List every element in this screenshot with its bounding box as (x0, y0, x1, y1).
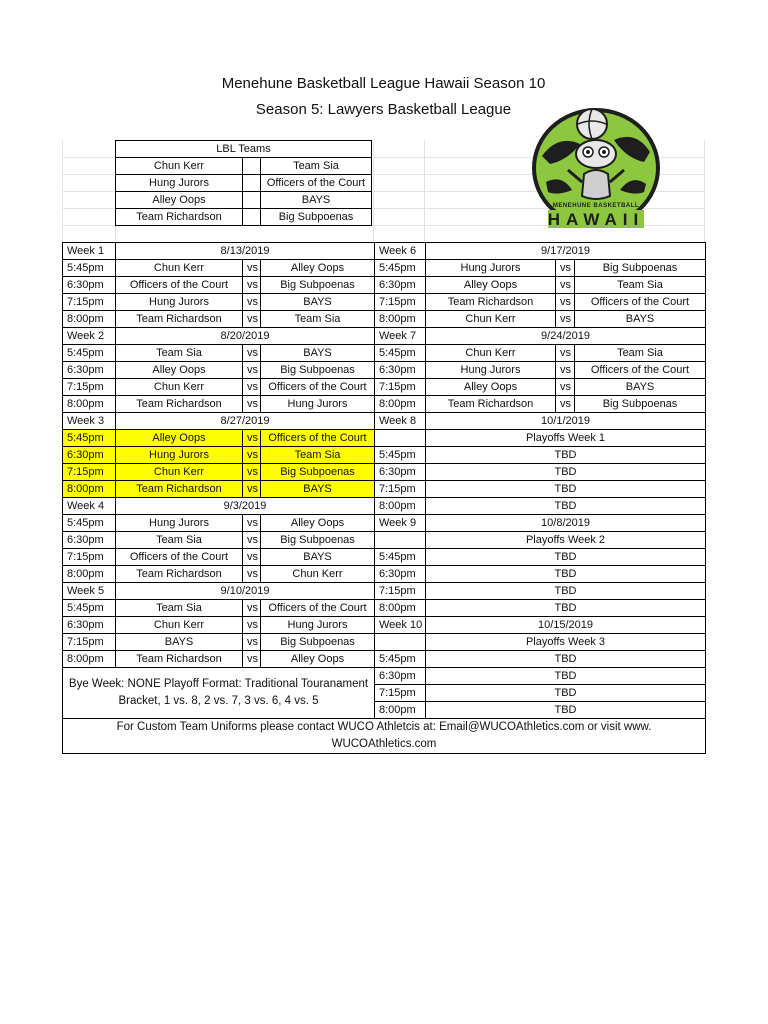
away-team: Hung Jurors (261, 396, 375, 413)
home-team: Alley Oops (426, 379, 556, 396)
away-team: Officers of the Court (575, 294, 706, 311)
away-team: BAYS (575, 379, 706, 396)
game-time: 6:30pm (63, 447, 116, 464)
game-time: 7:15pm (63, 549, 116, 566)
week-date: 10/1/2019 (426, 413, 706, 430)
tbd-result: TBD (426, 464, 706, 481)
schedule-row (63, 413, 706, 430)
schedule-row (63, 396, 706, 413)
vs-label: vs (243, 566, 261, 583)
tbd-result: TBD (426, 481, 706, 498)
vs-label: vs (556, 260, 575, 277)
bye-week-note: Bye Week: NONE Playoff Format: Traditional Touranament Bracket, 1 vs. 8, 2 vs. 7, 3 vs. 6, 4 vs. 5 (63, 668, 375, 719)
schedule-row (63, 379, 706, 396)
vs-label: vs (556, 362, 575, 379)
away-team: BAYS (261, 481, 375, 498)
playoffs-label: Playoffs Week 2 (426, 532, 706, 549)
vs-label: vs (243, 515, 261, 532)
home-team: Alley Oops (116, 430, 243, 447)
game-time: 5:45pm (63, 600, 116, 617)
vs-label: vs (556, 379, 575, 396)
away-team: Big Subpoenas (261, 277, 375, 294)
game-time: 5:45pm (375, 549, 426, 566)
schedule-row (63, 532, 706, 549)
playoffs-label: Playoffs Week 1 (426, 430, 706, 447)
vs-label: vs (243, 260, 261, 277)
week-date: 9/10/2019 (116, 583, 375, 600)
home-team: Hung Jurors (116, 515, 243, 532)
teams-heading: LBL Teams (116, 141, 372, 158)
schedule-row (63, 464, 706, 481)
week-date: 9/3/2019 (116, 498, 375, 515)
schedule-row (63, 430, 706, 447)
vs-label: vs (243, 617, 261, 634)
week-date: 10/15/2019 (426, 617, 706, 634)
home-team: Alley Oops (116, 362, 243, 379)
away-team: Officers of the Court (261, 430, 375, 447)
game-time: 6:30pm (63, 617, 116, 634)
menehune-basketball-logo (528, 104, 664, 232)
game-time: 8:00pm (63, 481, 116, 498)
schedule-row (63, 600, 706, 617)
team-name: Hung Jurors (116, 175, 243, 192)
tbd-result: TBD (426, 447, 706, 464)
vs-label: vs (243, 362, 261, 379)
team-name: Team Richardson (116, 209, 243, 226)
home-team: Chun Kerr (116, 260, 243, 277)
home-team: Team Sia (116, 345, 243, 362)
team-name: Team Sia (261, 158, 372, 175)
vs-label: vs (243, 396, 261, 413)
schedule-row (63, 481, 706, 498)
game-time: 8:00pm (63, 651, 116, 668)
away-team: BAYS (575, 311, 706, 328)
home-team: Chun Kerr (116, 379, 243, 396)
schedule-row (63, 617, 706, 634)
home-team: Team Richardson (116, 566, 243, 583)
home-team: Team Richardson (116, 311, 243, 328)
game-time: 8:00pm (375, 600, 426, 617)
tbd-result: TBD (426, 566, 706, 583)
game-time: 6:30pm (63, 362, 116, 379)
home-team: Chun Kerr (426, 345, 556, 362)
team-name: Big Subpoenas (261, 209, 372, 226)
away-team: Big Subpoenas (261, 532, 375, 549)
home-team: Hung Jurors (116, 447, 243, 464)
away-team: BAYS (261, 294, 375, 311)
vs-label: vs (556, 396, 575, 413)
home-team: Team Sia (116, 532, 243, 549)
away-team: Big Subpoenas (575, 260, 706, 277)
teams-row (116, 209, 372, 226)
vs-label: vs (243, 447, 261, 464)
league-title: Menehune Basketball League Hawaii Season 10 (221, 75, 546, 92)
vs-label: vs (243, 532, 261, 549)
schedule-row (63, 294, 706, 311)
game-time: 8:00pm (63, 566, 116, 583)
game-time: 6:30pm (375, 566, 426, 583)
home-team: Alley Oops (426, 277, 556, 294)
game-time: 7:15pm (63, 464, 116, 481)
game-time: 7:15pm (375, 481, 426, 498)
schedule-table (62, 242, 706, 754)
week-date: 8/20/2019 (116, 328, 375, 345)
empty-cell (375, 634, 426, 651)
away-team: Team Sia (261, 447, 375, 464)
teams-row (116, 192, 372, 209)
game-time: 8:00pm (375, 498, 426, 515)
game-time: 8:00pm (375, 396, 426, 413)
tbd-result: TBD (426, 668, 706, 685)
tbd-result: TBD (426, 702, 706, 719)
game-time: 7:15pm (375, 294, 426, 311)
tbd-result: TBD (426, 600, 706, 617)
home-team: Team Richardson (116, 481, 243, 498)
game-time: 7:15pm (375, 379, 426, 396)
schedule-row (63, 328, 706, 345)
home-team: Team Richardson (426, 396, 556, 413)
home-team: Team Sia (116, 600, 243, 617)
week-date: 9/24/2019 (426, 328, 706, 345)
team-name: Alley Oops (116, 192, 243, 209)
game-time: 6:30pm (63, 277, 116, 294)
tbd-result: TBD (426, 583, 706, 600)
week-label: Week 3 (63, 413, 116, 430)
empty-cell (375, 430, 426, 447)
schedule-row (63, 311, 706, 328)
schedule-row (63, 345, 706, 362)
game-time: 7:15pm (63, 634, 116, 651)
svg-text:MENEHUNE BASKETBALL: MENEHUNE BASKETBALL (552, 203, 640, 209)
game-time: 7:15pm (63, 294, 116, 311)
week-label: Week 5 (63, 583, 116, 600)
away-team: Alley Oops (261, 515, 375, 532)
uniforms-footer: For Custom Team Uniforms please contact WUCO Athletcis at: Email@WUCOAthletics.com or visit www. WUCOAthletics.com (63, 719, 706, 754)
home-team: Team Richardson (426, 294, 556, 311)
tbd-result: TBD (426, 651, 706, 668)
vs-label: vs (243, 481, 261, 498)
schedule-row (63, 243, 706, 260)
home-team: Team Richardson (116, 651, 243, 668)
home-team: Hung Jurors (116, 294, 243, 311)
vs-label: vs (556, 345, 575, 362)
away-team: Team Sia (261, 311, 375, 328)
team-name: Officers of the Court (261, 175, 372, 192)
home-team: Chun Kerr (116, 464, 243, 481)
vs-label: vs (243, 600, 261, 617)
week-label: Week 6 (375, 243, 426, 260)
home-team: Team Richardson (116, 396, 243, 413)
game-time: 8:00pm (375, 311, 426, 328)
schedule-row (63, 668, 706, 685)
week-label: Week 1 (63, 243, 116, 260)
empty-cell (375, 532, 426, 549)
game-time: 6:30pm (375, 668, 426, 685)
vs-label: vs (243, 379, 261, 396)
game-time: 8:00pm (63, 311, 116, 328)
game-time: 7:15pm (375, 583, 426, 600)
tbd-result: TBD (426, 498, 706, 515)
game-time: 6:30pm (375, 464, 426, 481)
vs-label: vs (243, 651, 261, 668)
team-name: BAYS (261, 192, 372, 209)
home-team: BAYS (116, 634, 243, 651)
vs-label: vs (243, 277, 261, 294)
week-label: Week 2 (63, 328, 116, 345)
schedule-row (63, 447, 706, 464)
game-time: 6:30pm (63, 532, 116, 549)
schedule-row (63, 515, 706, 532)
playoffs-label: Playoffs Week 3 (426, 634, 706, 651)
tbd-result: TBD (426, 549, 706, 566)
svg-text:HAWAII: HAWAII (547, 210, 645, 229)
week-label: Week 4 (63, 498, 116, 515)
week-label: Week 7 (375, 328, 426, 345)
away-team: Chun Kerr (261, 566, 375, 583)
game-time: 6:30pm (375, 362, 426, 379)
schedule-row (63, 634, 706, 651)
game-time: 5:45pm (63, 345, 116, 362)
game-time: 5:45pm (63, 430, 116, 447)
team-name: Chun Kerr (116, 158, 243, 175)
week-date: 9/17/2019 (426, 243, 706, 260)
tbd-result: TBD (426, 685, 706, 702)
game-time: 5:45pm (63, 515, 116, 532)
game-time: 7:15pm (63, 379, 116, 396)
schedule-row (63, 549, 706, 566)
vs-label: vs (556, 294, 575, 311)
home-team: Chun Kerr (426, 311, 556, 328)
game-time: 8:00pm (63, 396, 116, 413)
week-label: Week 8 (375, 413, 426, 430)
schedule-row (63, 277, 706, 294)
vs-label: vs (243, 634, 261, 651)
away-team: Team Sia (575, 345, 706, 362)
vs-label: vs (243, 464, 261, 481)
game-time: 6:30pm (375, 277, 426, 294)
footer-row (63, 719, 706, 754)
away-team: Team Sia (575, 277, 706, 294)
schedule-row (63, 362, 706, 379)
vs-label: vs (243, 549, 261, 566)
schedule-row (63, 260, 706, 277)
schedule-row (63, 583, 706, 600)
game-time: 5:45pm (375, 651, 426, 668)
game-time: 5:45pm (375, 260, 426, 277)
game-time: 5:45pm (375, 345, 426, 362)
away-team: BAYS (261, 345, 375, 362)
away-team: Big Subpoenas (261, 464, 375, 481)
away-team: Big Subpoenas (261, 634, 375, 651)
away-team: Hung Jurors (261, 617, 375, 634)
week-label: Week 10 (375, 617, 426, 634)
away-team: Alley Oops (261, 260, 375, 277)
away-team: Officers of the Court (575, 362, 706, 379)
game-time: 5:45pm (63, 260, 116, 277)
away-team: Big Subpoenas (575, 396, 706, 413)
week-date: 8/13/2019 (116, 243, 375, 260)
home-team: Hung Jurors (426, 260, 556, 277)
vs-label: vs (243, 311, 261, 328)
home-team: Officers of the Court (116, 549, 243, 566)
schedule-row (63, 498, 706, 515)
home-team: Officers of the Court (116, 277, 243, 294)
game-time: 5:45pm (375, 447, 426, 464)
away-team: Officers of the Court (261, 379, 375, 396)
home-team: Hung Jurors (426, 362, 556, 379)
vs-label: vs (556, 311, 575, 328)
vs-label: vs (243, 345, 261, 362)
week-date: 10/8/2019 (426, 515, 706, 532)
vs-label: vs (556, 277, 575, 294)
season-subtitle: Season 5: Lawyers Basketball League (255, 101, 512, 118)
game-time: 8:00pm (375, 702, 426, 719)
schedule-row (63, 566, 706, 583)
teams-row (116, 175, 372, 192)
home-team: Chun Kerr (116, 617, 243, 634)
away-team: Big Subpoenas (261, 362, 375, 379)
week-label: Week 9 (375, 515, 426, 532)
game-time: 7:15pm (375, 685, 426, 702)
away-team: Officers of the Court (261, 600, 375, 617)
vs-label: vs (243, 430, 261, 447)
week-date: 8/27/2019 (116, 413, 375, 430)
schedule-row (63, 651, 706, 668)
teams-row (116, 158, 372, 175)
teams-table (115, 140, 372, 226)
away-team: Alley Oops (261, 651, 375, 668)
vs-label: vs (243, 294, 261, 311)
away-team: BAYS (261, 549, 375, 566)
